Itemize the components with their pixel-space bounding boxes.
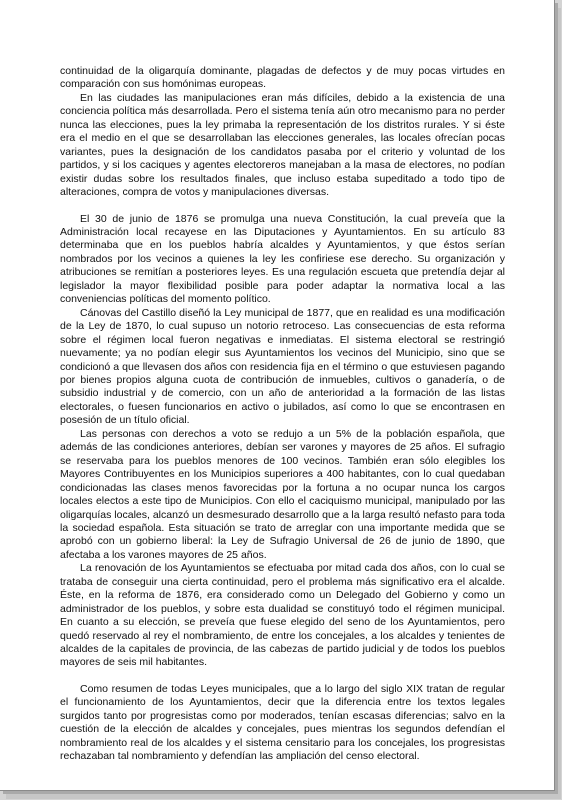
paragraph-6: La renovación de los Ayuntamientos se efectuaba por mitad cada dos años, con lo cual se trataba de conseguir una cierta continuidad, pero el problema más significativo era el alcalde. Éste, en la reforma de 1876, era considerado como un Delegado del Gobierno y como un administrador de los pueblos, y sobre esta dualidad se constituyó todo el régimen municipal. En cuanto a su elección, se preveía que fuese elegido del seno de los Ayuntamientos, pero quedó reservado al rey el nombramiento, de entre los concejales, a los alcaldes y tenientes de alcaldes de la capitales de provincia, de las cabezas de partido judicial y de todos los pueblos mayores de seis mil habitantes. — [60, 562, 505, 669]
paragraph-2: En las ciudades las manipulaciones eran más difíciles, debido a la existencia de una conciencia política más desarrollada. Pero el sistema tenía aún otro mecanismo para no perder nunca las elecciones, pues la ley primaba la representación de los distritos rurales. Y si éste era el medio en el que se desarrollaban las elecciones generales, las locales ofrecían pocas variantes, pues la designación de los candidatos pasaba por el criterio y voluntad de los partidos, y si los caciques y agentes electoreros manejaban a la masa de electores, no podían existir dudas sobre los resultados finales, que incluso estaba supeditado a todo tipo de alteraciones, compra de votos y manipulaciones diversas. — [60, 91, 505, 199]
paragraph-5: Las personas con derechos a voto se redujo a un 5% de la población española, que además de las condiciones anteriores, debían ser varones y mayores de 25 años. El sufragio se reservaba para los pueblos menores de 100 vecinos. También eran sólo elegibles los Mayores Contribuyentes en los Municipios superiores a 400 habitantes, con lo cual quedaban condicionadas las clases menos favorecidas por la fortuna a no ocupar nunca los cargos locales electos a este tipo de Municipios. Con ello el caciquismo municipal, manipulado por las oligarquías locales, alcanzó un desmesurado desarrollo que a la larga resultó nefasto para toda la sociedad española. Esta situación se trato de arreglar con una importante medida que se aprobó con un gobierno liberal: la Ley de Sufragio Universal de 26 de junio de 1890, que afectaba a los varones mayores de 25 años. — [60, 427, 505, 561]
document-body — [60, 65, 505, 764]
paragraph-gap — [60, 670, 505, 683]
paragraph-4: Cánovas del Castillo diseñó la Ley municipal de 1877, que en realidad es una modificación de la Ley de 1870, lo cual supuso un notorio retroceso. Las consecuencias de esta reforma sobre el régimen local fueron negativas e inmediatas. El sistema electoral se restringió nuevamente; ya no podían elegir sus Ayuntamientos los vecinos del Municipio, sino que se condicionó a que llevasen dos años con residencia fija en el término o que estuviesen pagando por bienes propios alguna cuota de contribución de inmuebles, cultivos o ganadería, o de subsidio industrial y de comercio, con un año de anterioridad a la formación de las listas electorales, o fuesen funcionarios en activo o jubilados, así como lo que se encontrasen en posesión de un título oficial. — [60, 306, 505, 427]
paragraph-gap — [60, 200, 505, 213]
paragraph-1: continuidad de la oligarquía dominante, plagadas de defectos y de muy pocas virtudes en comparación con sus homónimas europeas. — [60, 65, 505, 91]
paragraph-7: Como resumen de todas Leyes municipales, que a lo largo del siglo XIX tratan de regular el funcionamiento de los Ayuntamientos, decir que la diferencia entre los textos legales surgidos tanto por progresistas como por moderados, tenían escasas diferencias; salvo en la cuestión de la elección de alcaldes y concejales, pues mientras los segundos defendían el nombramiento real de los alcaldes y el sistema censitario para los concejales, los progresistas rechazaban tal nombramiento y defendían las ampliación del censo electoral. — [60, 682, 505, 763]
paragraph-3: El 30 de junio de 1876 se promulga una nueva Constitución, la cual preveía que la Administración local recayese en las Diputaciones y Ayuntamientos. En su artículo 83 determinaba que en los pueblos habría alcaldes y Ayuntamientos, y que éstos serían nombrados por los vecinos a quienes la ley les confiriese ese derecho. Su organización y atribuciones se remitían a posteriores leyes. Es una regulación escueta que pretendía dejar al legislador la mayor flexibilidad posible para poder adaptar la normativa local a las conveniencias políticas del momento político. — [60, 212, 505, 306]
